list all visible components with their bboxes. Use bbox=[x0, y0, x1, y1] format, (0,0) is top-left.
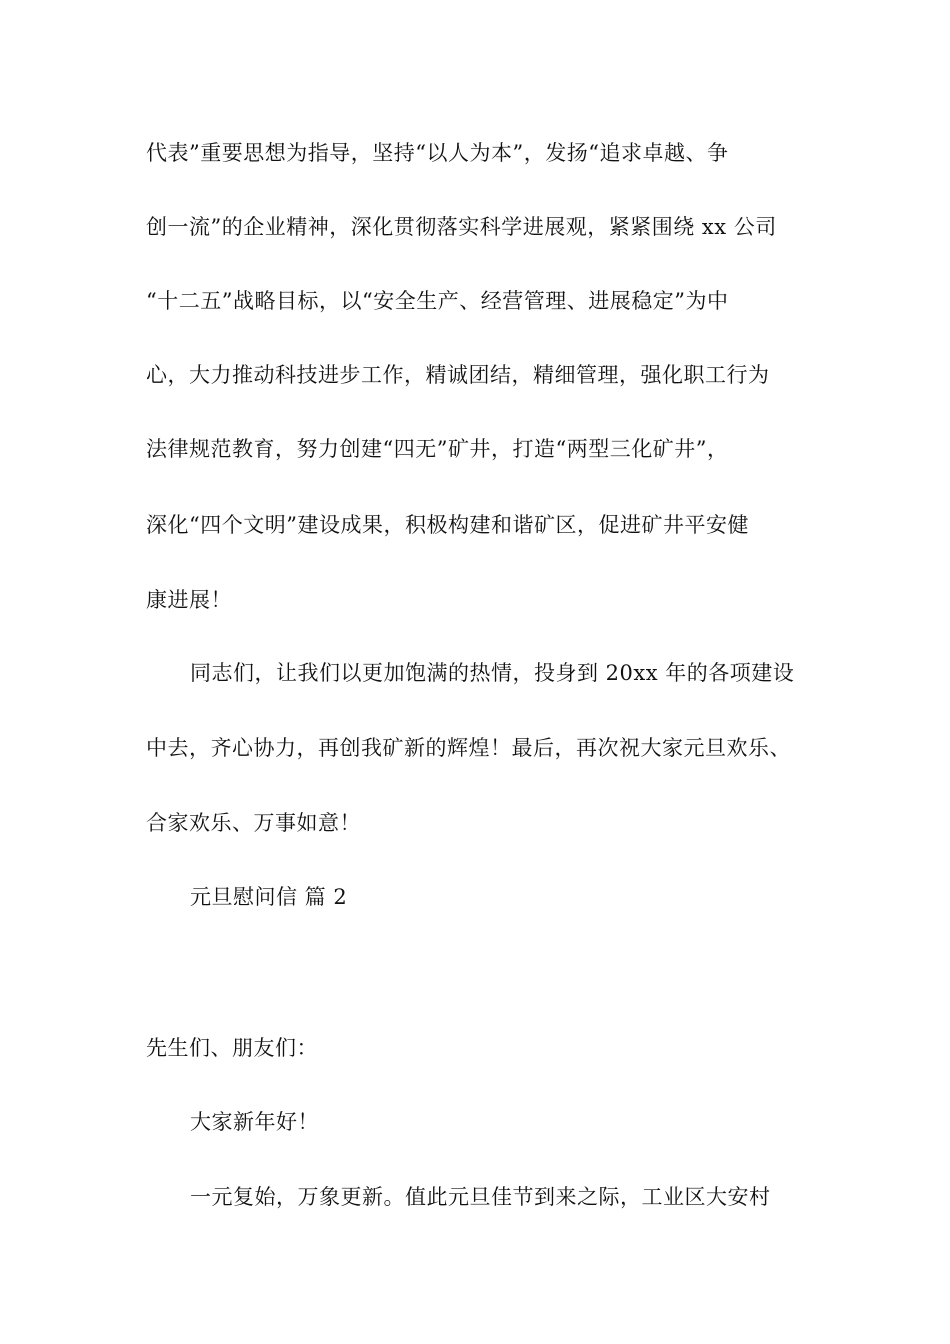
paragraph-line: “十二五”战略目标，以“安全生产、经营管理、进展稳定”为中 bbox=[146, 289, 729, 313]
opening-line: 一元复始，万象更新。值此元旦佳节到来之际，工业区大安村 bbox=[190, 1185, 771, 1209]
paragraph-line: 代表”重要思想为指导，坚持“以人为本”，发扬“追求卓越、争 bbox=[146, 141, 729, 165]
salutation: 先生们、朋友们： bbox=[146, 1036, 318, 1060]
paragraph-line: 同志们，让我们以更加饱满的热情，投身到 20xx 年的各项建设 bbox=[190, 661, 795, 685]
paragraph-line: 深化“四个文明”建设成果，积极构建和谐矿区，促进矿井平安健 bbox=[146, 513, 749, 537]
paragraph-line: 创一流”的企业精神，深化贯彻落实科学进展观，紧紧围绕 xx 公司 bbox=[146, 215, 777, 239]
greeting: 大家新年好！ bbox=[190, 1110, 319, 1134]
section-title: 元旦慰问信 篇 2 bbox=[190, 885, 348, 909]
paragraph-line: 法律规范教育，努力创建“四无”矿井，打造“两型三化矿井”， bbox=[146, 437, 729, 461]
paragraph-line: 合家欢乐、万事如意！ bbox=[146, 811, 361, 835]
paragraph-line: 中去，齐心协力，再创我矿新的辉煌！最后，再次祝大家元旦欢乐、 bbox=[146, 736, 791, 760]
paragraph-line: 康进展！ bbox=[146, 588, 232, 612]
paragraph-line: 心，大力推动科技进步工作，精诚团结，精细管理，强化职工行为 bbox=[146, 363, 770, 387]
